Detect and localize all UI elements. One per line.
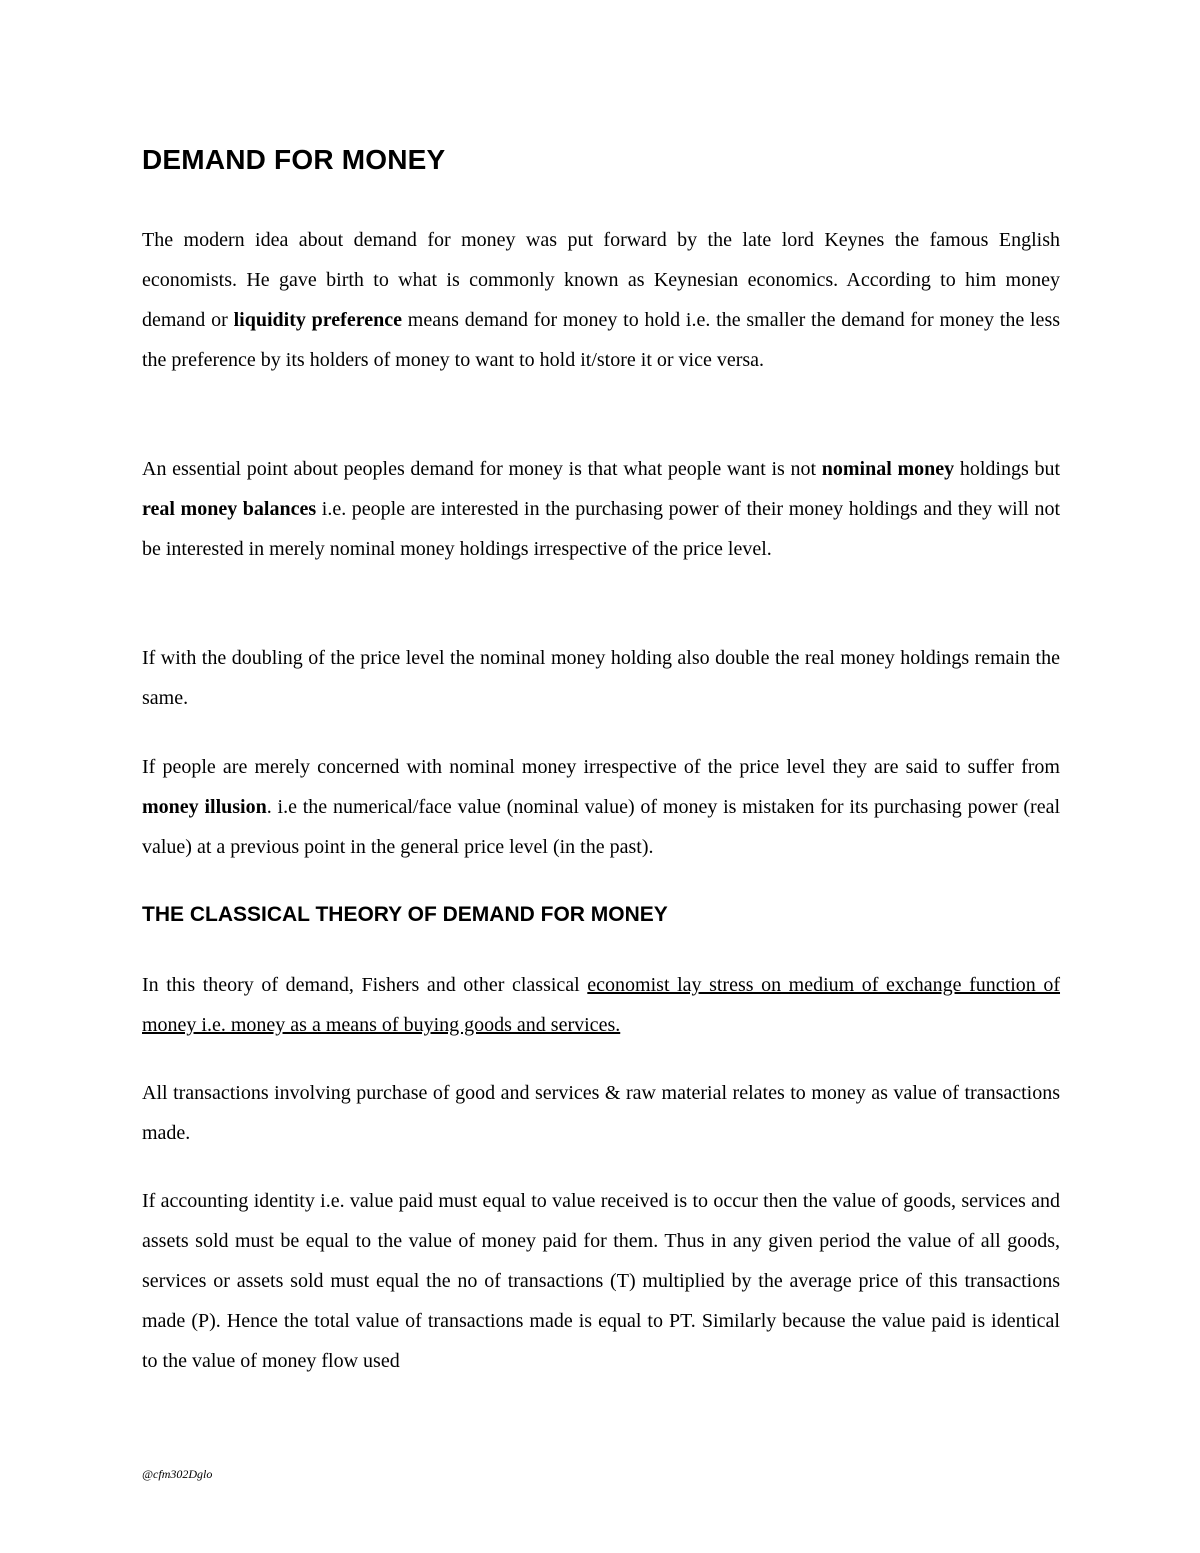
bold-term-nominal-money: nominal money bbox=[821, 458, 955, 480]
paragraph-money-illusion bbox=[142, 747, 1060, 867]
paragraph-text: i.e. people are interested in the purchasing power of their money holdings and they will not be interested in merely nominal money holdings irrespective of the price level. bbox=[142, 498, 1061, 560]
paragraph-accounting-identity: If accounting identity i.e. value paid must equal to value received is to occur then the value of goods, services and assets sold must be equal to the value of money paid for them. Thus in any given period the value of all goods, services or assets sold must equal the no of transactions (T) multiplied by the average price of this transactions made (P). Hence the total value of transactions made is equal to PT. Similarly because the value paid is identical to the value of money flow used bbox=[142, 1190, 1060, 1372]
paragraph-text: . i.e the numerical/face value (nominal value) of money is mistaken for its purchasing power (real value) at a previous point in the general price level (in the past). bbox=[142, 796, 1060, 858]
bold-term-real-money-balances: real money balances bbox=[142, 498, 317, 520]
paragraph-fishers-theory bbox=[142, 965, 1060, 1045]
paragraph-text: The modern idea about demand for money was put forward by the late lord Keynes the famous English economists. He gave birth to what is commonly known as Keynesian economics. According to him money demand or bbox=[142, 229, 1060, 331]
page-footer: @cfm302Dglo bbox=[142, 1467, 213, 1481]
paragraph-text: means demand for money to hold i.e. the smaller the demand for money the less the preference by its holders of money to want to hold it/store it or vice versa. bbox=[142, 309, 1061, 371]
bold-term-money-illusion: money illusion bbox=[142, 796, 267, 818]
paragraph-text: If people are merely concerned with nominal money irrespective of the price level they are said to suffer from bbox=[142, 756, 1060, 778]
bold-term-liquidity-preference: liquidity preference bbox=[233, 309, 402, 331]
paragraph-real-money-balances bbox=[142, 449, 1060, 569]
section-title-classical-theory: THE CLASSICAL THEORY OF DEMAND FOR MONEY bbox=[142, 903, 668, 926]
underlined-text-medium-of-exchange: economist lay stress on medium of exchange function of money i.e. money as a means of buying goods and services. bbox=[142, 974, 1061, 1036]
document-title: DEMAND FOR MONEY bbox=[142, 144, 446, 175]
paragraph-price-doubling: If with the doubling of the price level the nominal money holding also double the real money holdings remain the same. bbox=[142, 647, 1060, 709]
paragraph-text: holdings but bbox=[954, 458, 1061, 480]
paragraph-text: In this theory of demand, Fishers and other classical bbox=[142, 974, 588, 996]
paragraph-text: An essential point about peoples demand for money is that what people want is not bbox=[142, 458, 822, 480]
paragraph-transactions: All transactions involving purchase of good and services & raw material relates to money as value of transactions made. bbox=[142, 1082, 1060, 1144]
paragraph-keynes-intro bbox=[142, 220, 1060, 380]
